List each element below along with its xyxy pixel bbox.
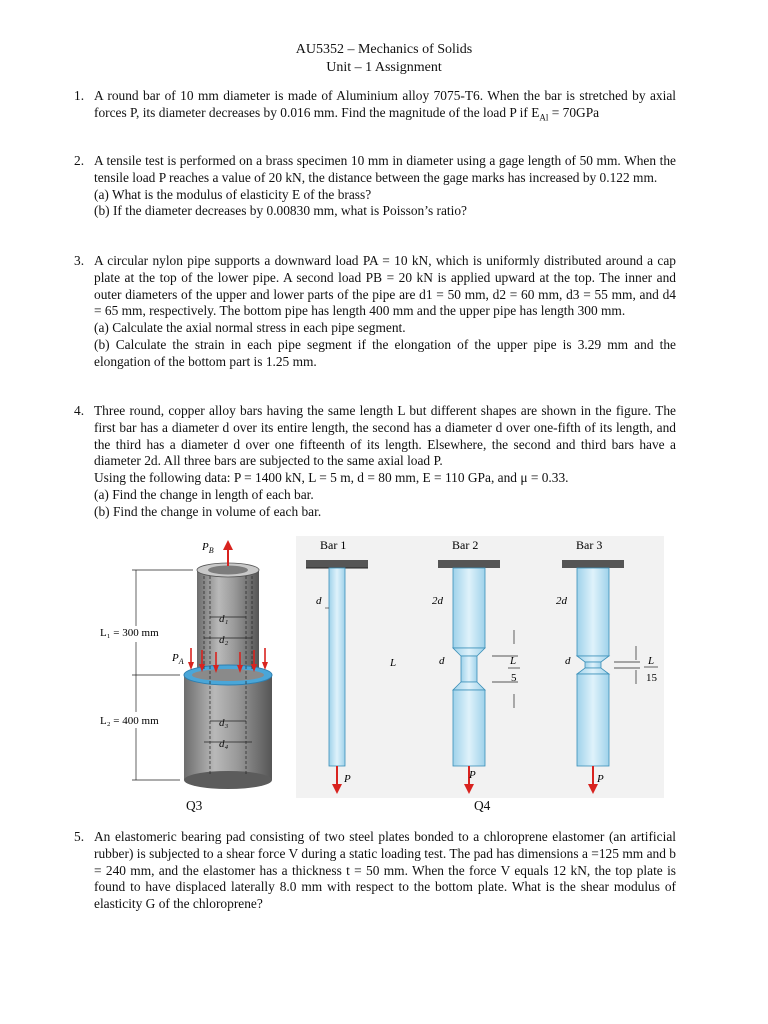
- bar-3-fifteen: 15: [646, 672, 657, 684]
- pb-label: $P_B$: [202, 541, 214, 555]
- d4-label: d₄: [219, 738, 229, 750]
- question-part-a: (a) What is the modulus of elasticity E of the brass?: [94, 186, 372, 202]
- bar-3-2d: 2d: [556, 595, 567, 607]
- bar-3-L: L: [648, 655, 655, 667]
- question-number: 3.: [74, 253, 85, 268]
- subscript: Al: [539, 112, 549, 123]
- question-text: Three round, copper alloy bars having the same length L but different shapes are shown in the figure. The first bar has a diameter d over its entire length, the second has a diameter d over one-fifth of its length, and the third has a diameter d over one fifteenth of its length. Elsewhere, the second and third bars have a diameter 2d. All three bars are subjected to the same axial load P.: [94, 403, 676, 469]
- bar-2-label: Bar 2: [452, 538, 479, 552]
- bar-1-d: d: [316, 595, 322, 607]
- bar-1-support: [306, 560, 368, 568]
- d1-label: d₁: [219, 613, 229, 625]
- question-part-b: (b) Find the change in volume of each bar.: [94, 503, 322, 519]
- question-number: 2.: [74, 153, 85, 168]
- question-part-a: (a) Calculate the axial normal stress in each pipe segment.: [94, 320, 406, 336]
- caption-q3: Q3: [186, 798, 203, 813]
- bar-3-d: d: [565, 655, 571, 667]
- bar-3-label: Bar 3: [576, 538, 603, 552]
- question-text: A tensile test is performed on a brass specimen 10 mm in diameter using a gage length of 50 mm. When the tensile load P reaches a value of 20 kN, the distance between the gage marks has increased by 0.122 mm.: [94, 153, 676, 185]
- question-number: 1.: [74, 88, 85, 103]
- l1-label: L₁ = 300 mm: [100, 627, 159, 639]
- bar-2-2d: 2d: [432, 595, 443, 607]
- bar-3-neck: [585, 662, 601, 668]
- bar-1-label: Bar 1: [320, 538, 347, 552]
- question-text: A circular nylon pipe supports a downward load PA = 10 kN, which is uniformly distributed around a cap plate at the top of the lower pipe. A second load PB = 20 kN is applied upward at the top. The inner and outer diameters of the upper and lower parts of the pipe are d1 = 50 mm, d2 = 60 mm, d3 = 55 mm, and d4 = 65 mm, respectively. The bottom pipe has length 400 mm and the upper pipe has length 300 mm.: [94, 253, 676, 319]
- upper-pipe-bore: [208, 566, 248, 575]
- bar-2-p: P: [469, 769, 476, 781]
- lower-pipe-base: [184, 771, 272, 789]
- figure-q3-q4: [98, 536, 664, 798]
- question-part-a: (a) Find the change in length of each bar.: [94, 486, 314, 502]
- question-part-b: (b) If the diameter decreases by 0.00830 mm, what is Poisson’s ratio?: [94, 203, 467, 219]
- bar-1-L: L: [390, 657, 397, 669]
- q3-pipe-drawing: [100, 540, 272, 789]
- bar-2-support: [438, 560, 500, 568]
- question-1: [74, 88, 676, 126]
- bar-2-five: 5: [511, 672, 517, 684]
- question-data: Using the following data: P = 1400 kN, L = 5 m, d = 80 mm, E = 110 GPa, and μ = 0.33.: [94, 470, 569, 486]
- question-number: 5.: [74, 829, 85, 844]
- l2-label: L₂ = 400 mm: [100, 715, 159, 727]
- bar-3-support: [562, 560, 624, 568]
- question-text: A round bar of 10 mm diameter is made of Aluminium alloy 7075-T6. When the bar is stretched by axial forces P, its diameter decreases by 0.016 mm. Find the magnitude of the load P if $E_{Al} = 70GPa$: [94, 88, 676, 123]
- d3-label: d₃: [219, 717, 229, 729]
- pb-arrowhead: [223, 540, 233, 550]
- d2-label: d₂: [219, 634, 229, 646]
- bar-3-p: P: [597, 773, 604, 785]
- bar-2-L: L: [510, 655, 517, 667]
- cap-plate-inner: [192, 669, 264, 681]
- question-2: [74, 153, 676, 220]
- question-part-b: (b) Calculate the strain in each pipe segment if the elongation of the upper pipe is 3.29 mm and the elongation of the bottom part is 1.25 mm.: [94, 336, 676, 369]
- question-4: [74, 403, 676, 521]
- question-5: [74, 829, 676, 913]
- question-text: An elastomeric bearing pad consisting of two steel plates bonded to a chloroprene elastomer (an artificial rubber) is subjected to a shear force V during a static loading test. The pad has dimensions a =125 mm and b = 240 mm, and the elastomer has a thickness t = 50 mm. When the force V equals 12 kN, the top plate is found to have displaced laterally 8.0 mm with respect to the bottom plate. What is the shear modulus of elasticity G of the chloroprene?: [94, 829, 676, 912]
- course-title: AU5352 – Mechanics of Solids: [295, 42, 473, 57]
- bar-2-neck: [461, 656, 477, 682]
- pa-label: $P_A$: [172, 652, 184, 666]
- bar-1-p: P: [344, 773, 351, 785]
- question-3: [74, 253, 676, 371]
- bar-1-body: [329, 568, 345, 766]
- question-number: 4.: [74, 403, 85, 418]
- bar-2-d: d: [439, 655, 445, 667]
- assignment-title: Unit – 1 Assignment: [326, 60, 442, 75]
- caption-q4: Q4: [474, 798, 491, 813]
